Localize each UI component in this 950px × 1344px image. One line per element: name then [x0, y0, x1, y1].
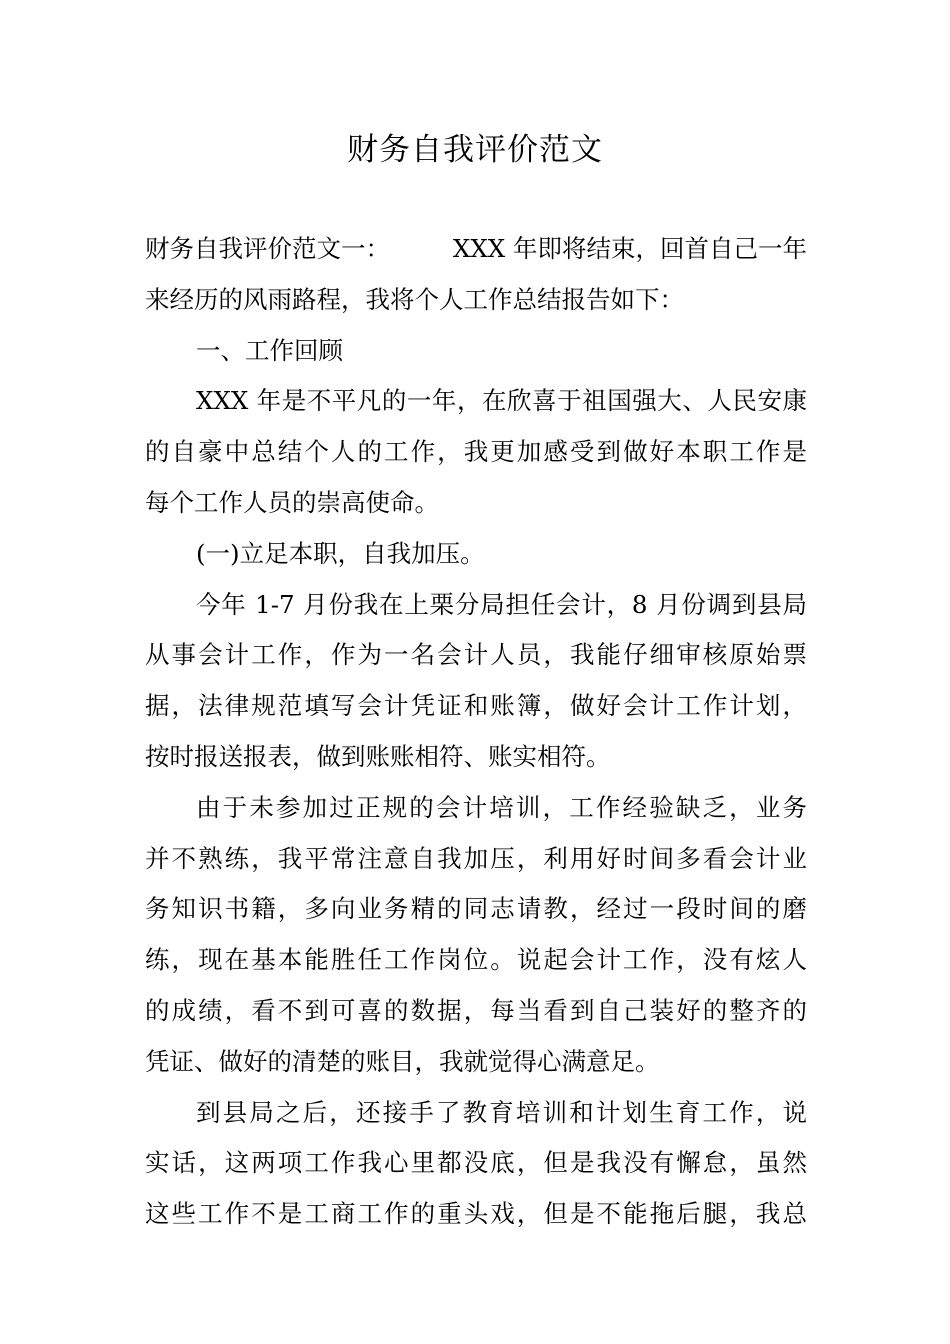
section-heading: 一、工作回顾: [196, 335, 343, 365]
paragraph-line: 的成绩，看不到可喜的数据，每当看到自己装好的整齐的: [145, 995, 807, 1025]
paragraph-line: 练，现在基本能胜任工作岗位。说起会计工作，没有炫人: [145, 945, 807, 975]
paragraph-line: 这些工作不是工商工作的重头戏，但是不能拖后腿，我总: [145, 1199, 807, 1229]
document-body: [145, 224, 807, 1240]
paragraph-line: 按时报送报表，做到账账相符、账实相符。: [145, 741, 611, 771]
paragraph-line: 并不熟练，我平常注意自我加压，利用好时间多看会计业: [145, 843, 807, 873]
paragraph-line: 的自豪中总结个人的工作，我更加感受到做好本职工作是: [145, 437, 807, 467]
paragraph-line: 据，法律规范填写会计凭证和账簿，做好会计工作计划，: [145, 691, 807, 721]
intro-line-1: [145, 224, 807, 275]
paragraph-line: 每个工作人员的崇高使命。: [145, 487, 439, 517]
subheading: (一)立足本职，自我加压。: [196, 538, 485, 568]
paragraph-line: 凭证、做好的清楚的账目，我就觉得心满意足。: [145, 1046, 660, 1076]
document-title: 财务自我评价范文: [347, 132, 603, 168]
paragraph-line: 实话，这两项工作我心里都没底，但是我没有懈怠，虽然: [145, 1148, 807, 1178]
paragraph-line: 今年 1-7 月份我在上栗分局担任会计，8 月份调到县局: [196, 589, 807, 619]
intro-lead: 财务自我评价范文一：: [145, 234, 390, 263]
paragraph-line: XXX 年是不平凡的一年，在欣喜于祖国强大、人民安康: [196, 386, 807, 416]
intro-line-1-rest: XXX 年即将结束，回首自己一年: [452, 234, 807, 263]
paragraph-line: 由于未参加过正规的会计培训，工作经验缺乏，业务: [196, 792, 807, 822]
paragraph-line: 从事会计工作，作为一名会计人员，我能仔细审核原始票: [145, 640, 807, 670]
paragraph-line: 到县局之后，还接手了教育培训和计划生育工作，说: [196, 1097, 807, 1127]
intro-line-2: 来经历的风雨路程，我将个人工作总结报告如下：: [145, 284, 684, 314]
paragraph-line: 务知识书籍，多向业务精的同志请教，经过一段时间的磨: [145, 894, 807, 924]
